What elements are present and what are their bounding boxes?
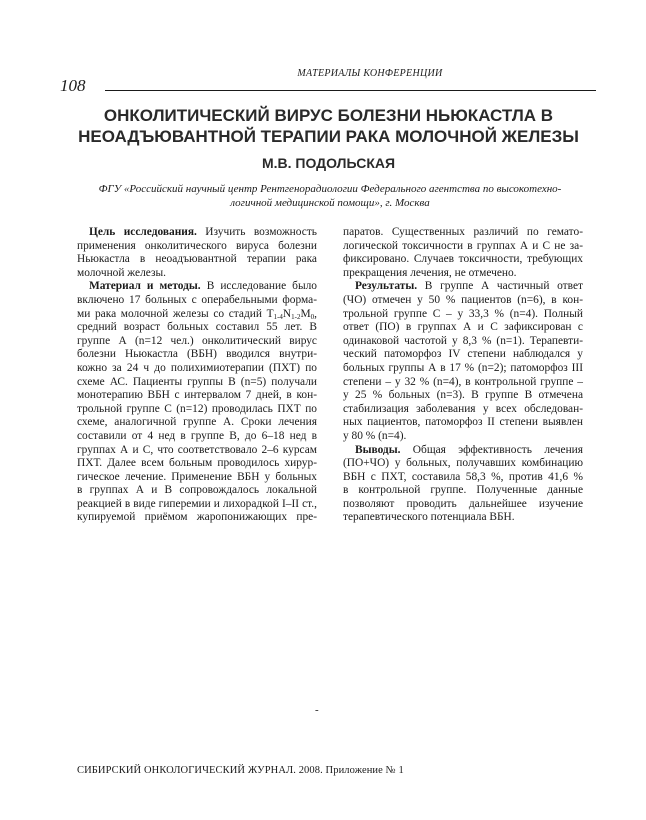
section-heading: Цель исследования.	[89, 226, 197, 238]
text-fragment: ми рака молочной железы со стадий T	[77, 307, 274, 320]
text-line: монотерапию ВБН с интервалом 7 дней, в кон-	[77, 389, 317, 402]
section-heading: Результаты.	[355, 280, 418, 293]
text-line: логической токсичности в группах А и С не за-	[343, 239, 583, 252]
article-title	[60, 105, 597, 147]
text-line: ВБН с ПХТ, составила 58,3 %, против 41,6 %	[343, 470, 583, 483]
text-line: позволяют проводить дальнейшее изучение	[343, 497, 583, 510]
section-text: В исследование было	[200, 280, 317, 293]
text-fragment: N	[282, 307, 292, 320]
text-line: реакцией в виде гиперемии и лихорадкой I–II ст.,	[77, 497, 317, 510]
running-head: МАТЕРИАЛЫ КОНФЕРЕНЦИИ	[297, 68, 443, 79]
subscript: 0	[310, 312, 315, 321]
section-heading: Материал и методы.	[89, 280, 201, 293]
section-text: Общая эффективность лечения	[400, 443, 583, 456]
text-line: болезни Ньюкастла (ВБН) вводился внутри-	[77, 348, 317, 361]
text-line: терапевтического потенциала ВБН.	[343, 511, 515, 524]
text-line	[77, 280, 317, 294]
text-line: больных группы А в 17 % (n=2); патоморфоз III	[343, 361, 583, 374]
text-line: фиксировано. Случаев токсичности, требующих	[343, 253, 583, 266]
text-line: степени – у 32 % (n=4), в контрольной группе –	[343, 375, 583, 388]
section-text: Изучить возможность	[196, 226, 317, 238]
header-rule	[105, 90, 596, 91]
separator-mark: -	[315, 704, 319, 716]
text-line	[77, 308, 317, 322]
text-line: у 80 % (n=4).	[343, 429, 407, 442]
text-line: схеме АС. Пациенты группы В (n=5) получали	[77, 375, 317, 388]
text-line: ных пациентов, патоморфоз II степени выявлен	[343, 416, 583, 429]
text-line: (ПО+ЧО) у больных, получавших комбинацию	[343, 457, 583, 470]
text-line: ответ (ПО) в группах А и С зафиксирован с	[343, 321, 583, 334]
text-line: стабилизация заболевания у всех обследован-	[343, 402, 583, 415]
left-column	[77, 226, 317, 525]
text-line: схеме, аналогичной группе А. Сроки лечения	[77, 416, 317, 429]
text-line: в контрольной группе. Полученные данные	[343, 484, 583, 497]
text-line: средний возраст больных составил 55 лет. В	[77, 321, 317, 334]
text-line: молочной железы.	[77, 266, 166, 279]
text-fragment: M	[300, 307, 311, 320]
text-line: группе А (n=12 чел.) онколитический вирус	[77, 334, 317, 347]
journal-footer: СИБИРСКИЙ ОНКОЛОГИЧЕСКИЙ ЖУРНАЛ. 2008. Приложение № 1	[77, 765, 404, 776]
text-line: включено 17 больных с операбельными форма-	[77, 293, 317, 306]
text-line	[343, 444, 583, 458]
text-line	[343, 280, 583, 294]
text-line: ческий патоморфоз IV степени наблюдался у	[343, 348, 583, 361]
author: М.В. ПОДОЛЬСКАЯ	[261, 155, 396, 171]
section-heading: Выводы.	[355, 443, 401, 456]
subscript: 1-2	[291, 312, 301, 321]
text-line: купируемой приёмом жаропонижающих пре-	[77, 511, 317, 524]
subscript: 1-4	[273, 312, 283, 321]
text-line: одинаковой частотой у 8,3 % (n=1). Терапевти-	[343, 334, 583, 347]
page-number: 108	[60, 76, 86, 95]
text-line: ПХТ. Далее всем больным проводилось хирур-	[77, 457, 317, 470]
section-text: В группе А частичный ответ	[417, 280, 583, 293]
text-line: в группах А и В сопровождалось локальной	[77, 484, 317, 497]
text-line	[77, 226, 317, 240]
affiliation-line: логичной медицинской помощи», г. Москва	[230, 197, 430, 209]
right-column	[343, 226, 583, 525]
text-line: составили от 4 нед в группе В, до 6–18 нед в	[77, 429, 317, 442]
text-line: (ЧО) отмечен у 50 % пациентов (n=6), в кон-	[343, 293, 583, 306]
text-line: группах А и С, что соответствовало 2–6 курсам	[77, 443, 317, 456]
text-line: гическое лечение. Применение ВБН у больных	[77, 470, 317, 483]
text-line: трольной группе С (n=12) проводилась ПХТ по	[77, 402, 317, 415]
affiliation	[80, 182, 580, 210]
text-line: применения онколитического вируса болезни	[77, 239, 317, 252]
text-fragment: ,	[314, 307, 317, 320]
title-line: НЕОАДЪЮВАНТНОЙ ТЕРАПИИ РАКА МОЛОЧНОЙ ЖЕЛЕЗЫ	[78, 127, 579, 146]
text-line: Ньюкастла в неоадъювантной терапии рака	[77, 253, 317, 266]
affiliation-line: ФГУ «Российский научный центр Рентгенорадиологии Федерального агентства по высокотехно-	[98, 183, 562, 195]
text-line: паратов. Существенных различий по гемато-	[343, 226, 583, 238]
text-line: у 25 % больных (n=3). В группе В отмечена	[343, 389, 583, 402]
title-line: ОНКОЛИТИЧЕСКИЙ ВИРУС БОЛЕЗНИ НЬЮКАСТЛА В	[103, 106, 554, 125]
text-line: трольной группе С – у 33,3 % (n=4). Полный	[343, 307, 583, 320]
text-line: кожно за 24 ч до полихимиотерапии (ПХТ) по	[77, 361, 317, 374]
text-line: прекращения лечения, не отмечено.	[343, 266, 517, 279]
